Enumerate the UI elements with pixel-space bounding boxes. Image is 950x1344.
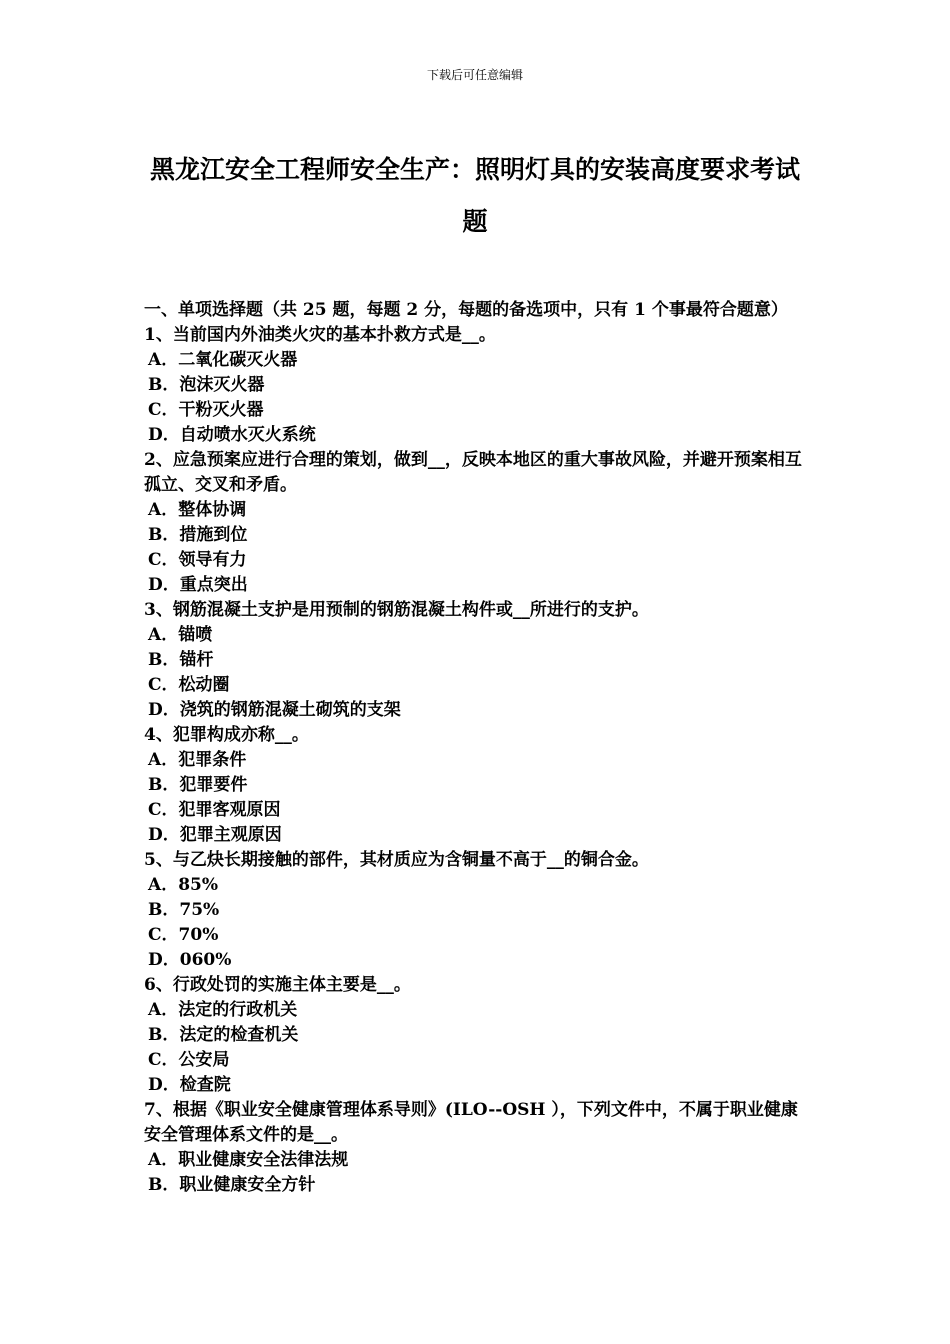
option-item [144, 823, 808, 848]
option-letter: C． [148, 400, 179, 420]
option-letter: B． [148, 1175, 180, 1195]
section-heading: 一、单项选择题（共 25 题，每题 2 分，每题的备选项中，只有 1 个事最符合题意） [144, 300, 788, 320]
option-item [144, 373, 808, 398]
option-letter: C． [148, 1050, 179, 1070]
option-letter: A． [148, 750, 179, 770]
question-block [144, 973, 808, 1098]
question-text: 1、当前国内外油类火灾的基本扑救方式是__。 [144, 325, 496, 345]
option-text: 职业健康安全方针 [179, 1175, 316, 1195]
option-item [144, 523, 808, 548]
option-text: 公安局 [178, 1050, 230, 1070]
option-text: 领导有力 [178, 550, 247, 570]
option-letter: D． [148, 825, 180, 845]
option-text: 二氧化碳灭火器 [178, 350, 298, 370]
option-letter: B． [148, 900, 180, 920]
option-item [144, 423, 808, 448]
option-letter: B． [148, 775, 180, 795]
option-item [144, 398, 808, 423]
option-text: 060% [179, 950, 232, 970]
option-item [144, 898, 808, 923]
option-text: 措施到位 [179, 525, 248, 545]
option-text: 干粉灭火器 [178, 400, 264, 420]
question-text: 4、犯罪构成亦称__。 [144, 725, 309, 745]
option-item [144, 1148, 808, 1173]
document-title: 黑龙江安全工程师安全生产：照明灯具的安装高度要求考试题 [149, 155, 800, 236]
option-item [144, 923, 808, 948]
option-letter: A． [148, 1000, 179, 1020]
option-text: 法定的检查机关 [179, 1025, 299, 1045]
header-note: 下载后可任意编辑 [426, 68, 523, 82]
option-item [144, 548, 808, 573]
option-letter: B． [148, 650, 180, 670]
option-text: 浇筑的钢筋混凝土砌筑的支架 [179, 700, 401, 720]
option-item [144, 1073, 808, 1098]
option-letter: A． [148, 350, 179, 370]
question-body [144, 298, 808, 1198]
question-text: 7、根据《职业安全健康管理体系导则》(ILO--OSH ），下列文件中，不属于职业健康安全管理体系文件的是__。 [144, 1100, 798, 1145]
option-item [144, 648, 808, 673]
option-text: 锚喷 [178, 625, 213, 645]
option-letter: A． [148, 1150, 179, 1170]
option-text: 犯罪条件 [178, 750, 247, 770]
question-block [144, 723, 808, 848]
option-item [144, 948, 808, 973]
option-text: 法定的行政机关 [178, 1000, 298, 1020]
option-text: 泡沫灭火器 [179, 375, 265, 395]
option-text: 职业健康安全法律法规 [178, 1150, 349, 1170]
option-item [144, 698, 808, 723]
option-text: 犯罪要件 [179, 775, 248, 795]
question-block [144, 1098, 808, 1198]
option-item [144, 873, 808, 898]
question-text: 2、应急预案应进行合理的策划，做到__，反映本地区的重大事故风险，并避开预案相互孤立、交叉和矛盾。 [144, 450, 802, 495]
option-letter: C． [148, 550, 179, 570]
option-letter: D． [148, 1075, 180, 1095]
option-item [144, 1048, 808, 1073]
option-letter: C． [148, 675, 179, 695]
option-letter: B． [148, 1025, 180, 1045]
option-text: 重点突出 [179, 575, 248, 595]
option-text: 松动圈 [178, 675, 230, 695]
option-item [144, 623, 808, 648]
option-item [144, 998, 808, 1023]
question-block [144, 448, 808, 598]
option-letter: C． [148, 925, 179, 945]
question-text: 6、行政处罚的实施主体主要是__。 [144, 975, 411, 995]
option-text: 犯罪主观原因 [179, 825, 282, 845]
option-letter: C． [148, 800, 179, 820]
question-text: 5、与乙炔长期接触的部件，其材质应为含铜量不高于__的铜合金。 [144, 850, 649, 870]
option-text: 整体协调 [178, 500, 247, 520]
option-text: 检查院 [179, 1075, 231, 1095]
option-item [144, 773, 808, 798]
option-item [144, 1173, 808, 1198]
option-text: 70% [178, 925, 219, 945]
option-item [144, 498, 808, 523]
option-text: 75% [179, 900, 220, 920]
option-item [144, 1023, 808, 1048]
option-item [144, 673, 808, 698]
option-letter: A． [148, 875, 179, 895]
option-letter: D． [148, 950, 180, 970]
option-letter: D． [148, 575, 180, 595]
option-text: 自动喷水灭火系统 [179, 425, 316, 445]
option-item [144, 798, 808, 823]
question-block [144, 848, 808, 973]
option-letter: D． [148, 700, 180, 720]
question-text: 3、钢筋混凝土支护是用预制的钢筋混凝土构件或__所进行的支护。 [144, 600, 649, 620]
option-text: 犯罪客观原因 [178, 800, 281, 820]
option-text: 85% [178, 875, 219, 895]
option-letter: B． [148, 375, 180, 395]
question-block [144, 598, 808, 723]
option-item [144, 573, 808, 598]
option-item [144, 348, 808, 373]
question-block [144, 323, 808, 448]
option-text: 锚杆 [179, 650, 214, 670]
option-letter: D． [148, 425, 180, 445]
option-item [144, 748, 808, 773]
option-letter: A． [148, 625, 179, 645]
option-letter: B． [148, 525, 180, 545]
option-letter: A． [148, 500, 179, 520]
